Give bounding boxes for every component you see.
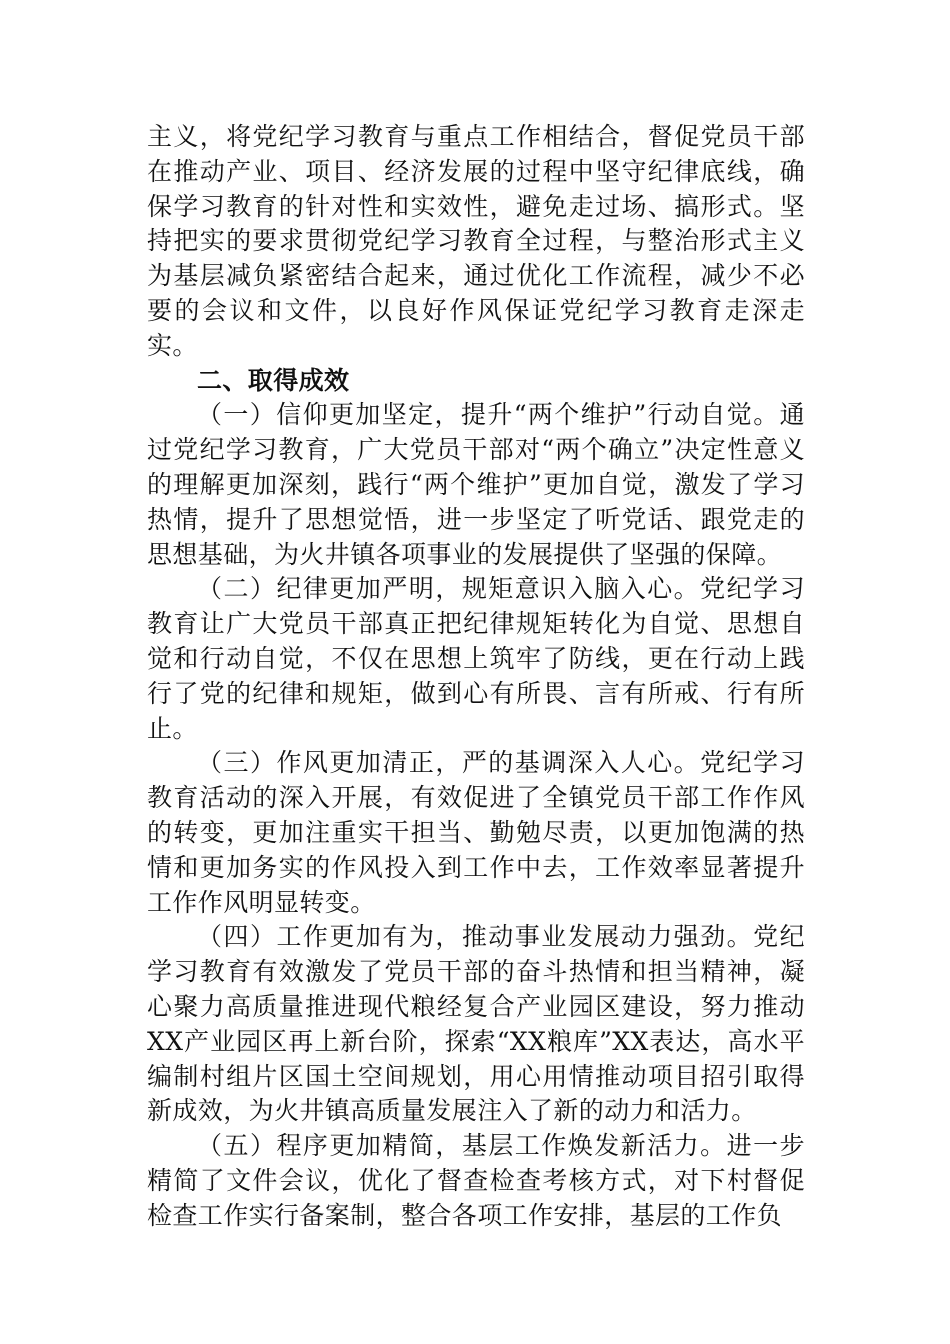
paragraph-work-style: （三）作风更加清正，严的基调深入人心。党纪学习教育活动的深入开展，有效促进了全镇党员干部工作作风的转变，更加注重实干担当、勤勉尽责，以更加饱满的热情和更加务实的作风投入到工作中去，工作效率显著提升工作作风明显转变。: [147, 748, 805, 917]
paragraph-faith: （一）信仰更加坚定，提升“两个维护”行动自觉。通过党纪学习教育，广大党员干部对“两个确立”决定性意义的理解更加深刻，践行“两个维护”更加自觉，激发了学习热情，提升了思想觉悟，进一步坚定了听党话、跟党走的思想基础，为火井镇各项事业的发展提供了坚强的保障。: [147, 400, 805, 569]
intro-paragraph: 主义，将党纪学习教育与重点工作相结合，督促党员干部在推动产业、项目、经济发展的过程中坚守纪律底线，确保学习教育的针对性和实效性，避免走过场、搞形式。坚持把实的要求贯彻党纪学习教育全过程，与整治形式主义为基层减负紧密结合起来，通过优化工作流程，减少不必要的会议和文件，以良好作风保证党纪学习教育走深走实。: [147, 122, 805, 360]
paragraph-procedure: （五）程序更加精简，基层工作焕发新活力。进一步精简了文件会议，优化了督查检查考核方式，对下村督促检查工作实行备案制，整合各项工作安排，基层的工作负: [147, 1131, 805, 1230]
document-page: [147, 120, 805, 1234]
paragraph-achievement: （四）工作更加有为，推动事业发展动力强劲。党纪学习教育有效激发了党员干部的奋斗热情和担当精神，凝心聚力高质量推进现代粮经复合产业园区建设，努力推动XX产业园区再上新台阶，探索“XX粮库”XX表达，高水平编制村组片区国土空间规划，用心用情推动项目招引取得新成效，为火井镇高质量发展注入了新的动力和活力。: [147, 922, 805, 1126]
section-heading: 二、取得成效: [197, 365, 350, 395]
paragraph-discipline: （二）纪律更加严明，规矩意识入脑入心。党纪学习教育让广大党员干部真正把纪律规矩转化为自觉、思想自觉和行动自觉，不仅在思想上筑牢了防线，更在行动上践行了党的纪律和规矩，做到心有所畏、言有所戒、行有所止。: [147, 574, 805, 743]
